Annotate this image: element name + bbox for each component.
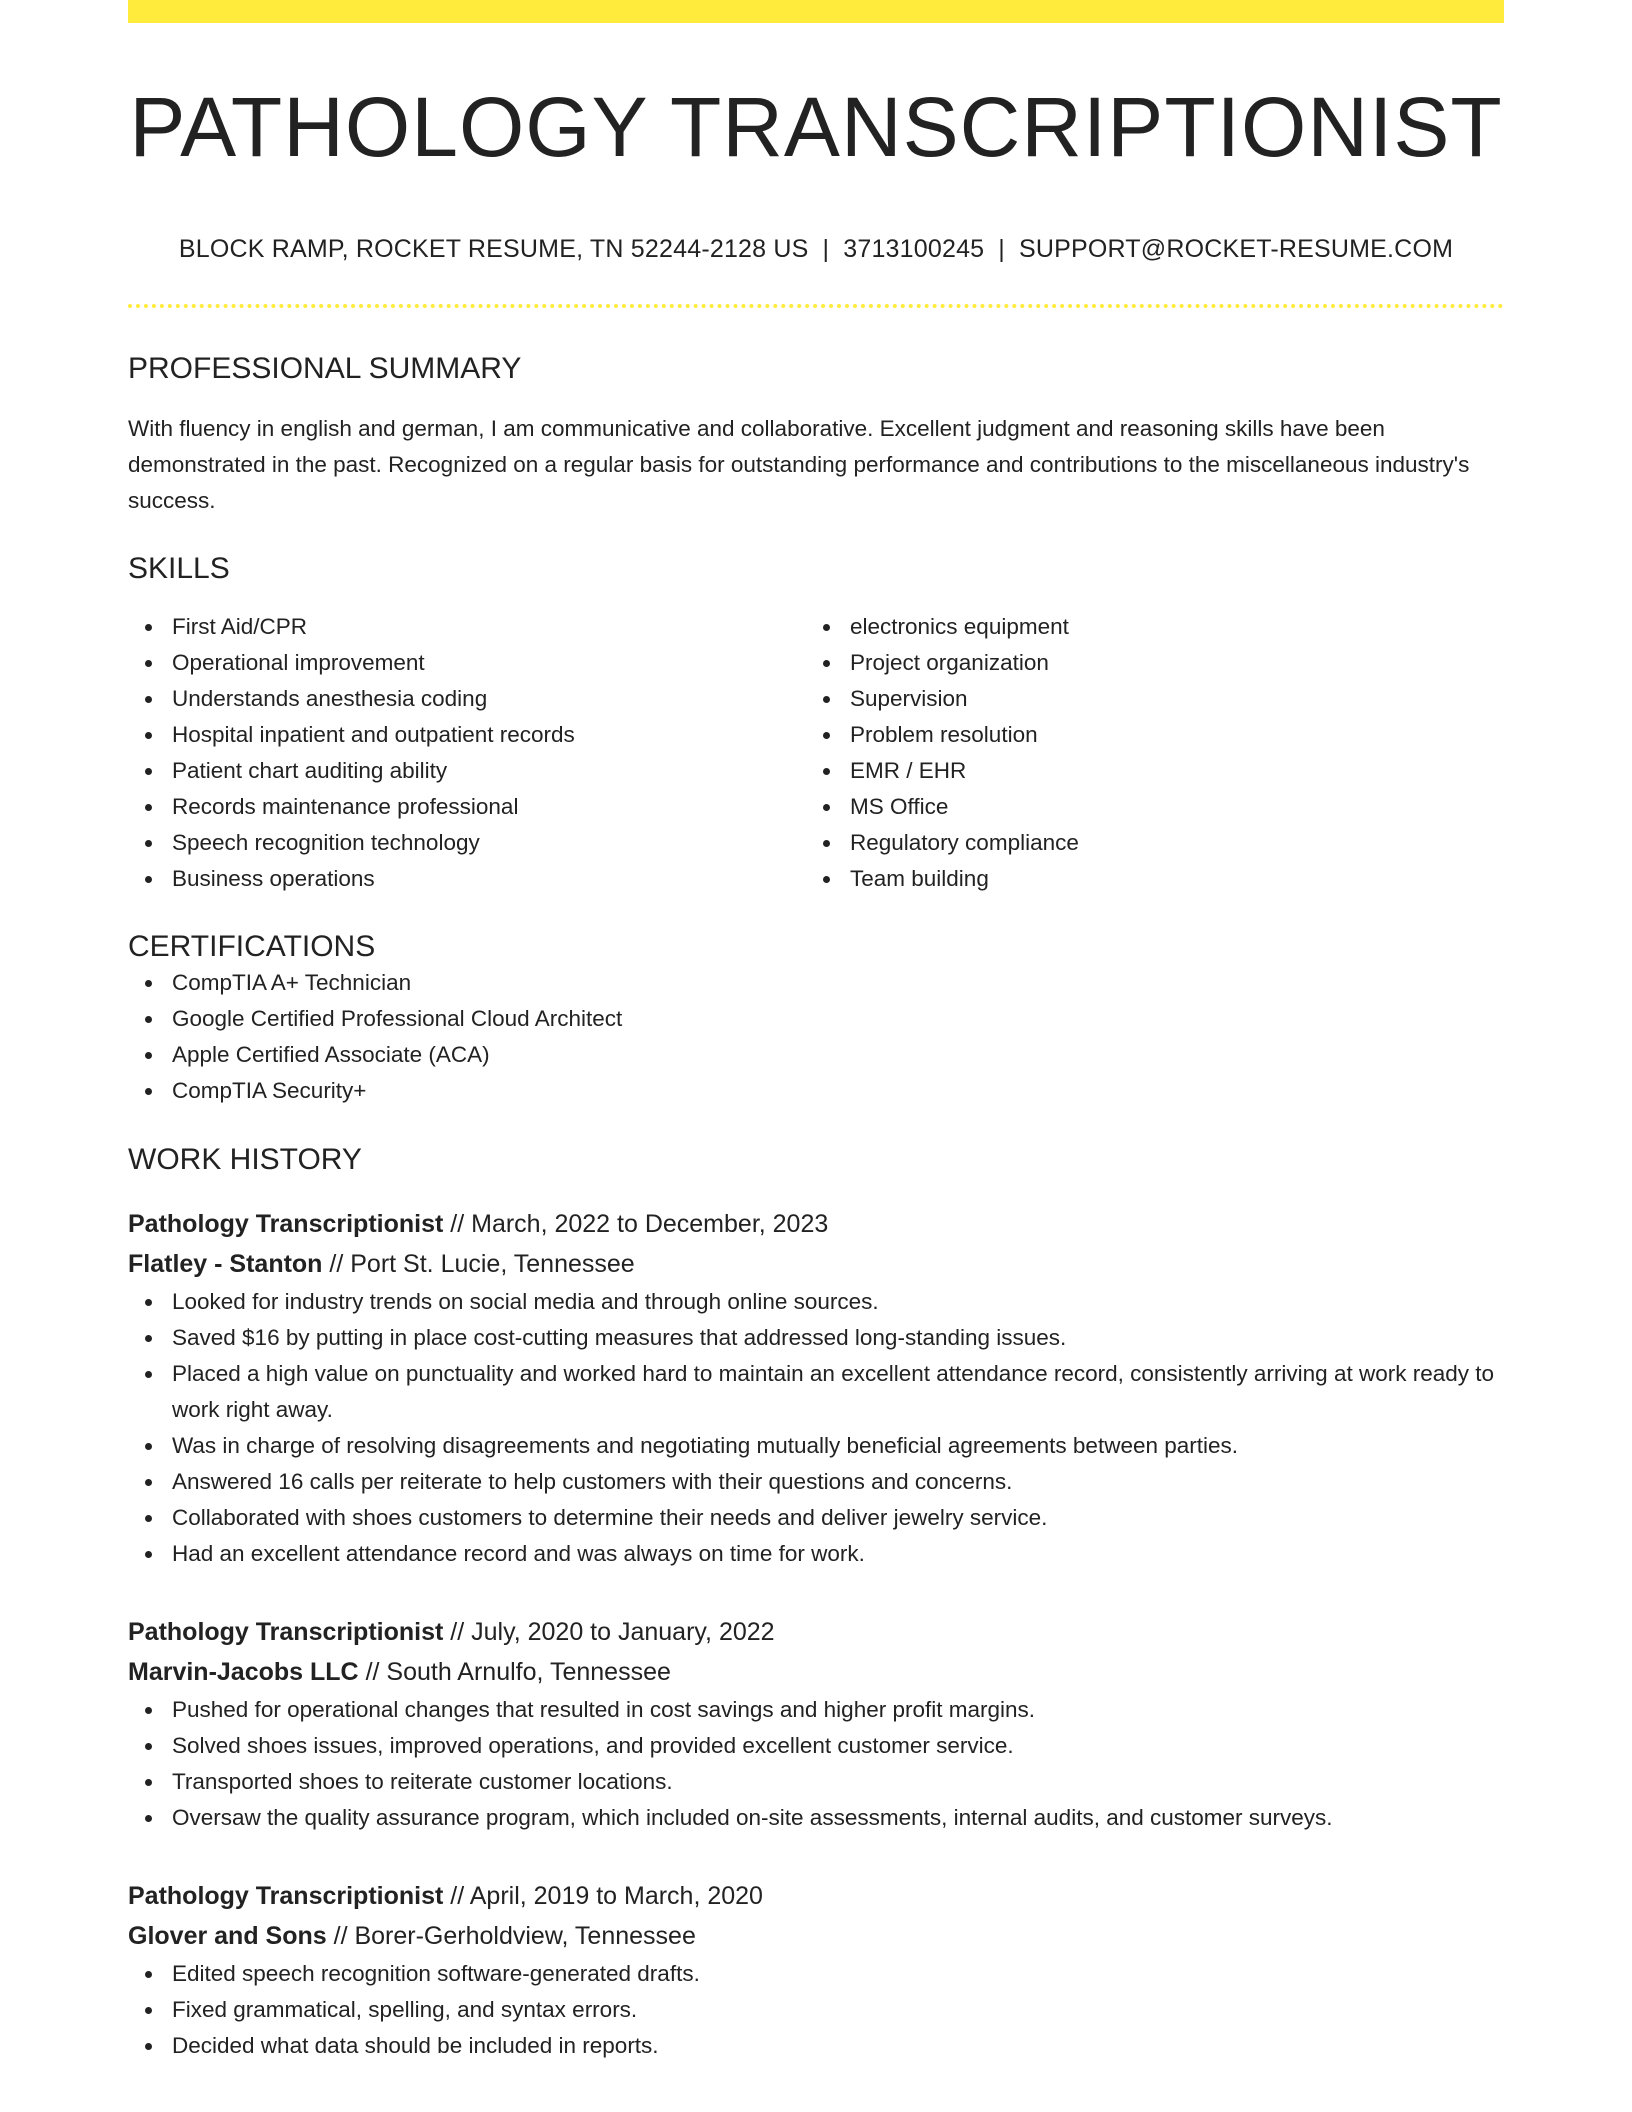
skill-item: Business operations bbox=[128, 861, 806, 897]
header-divider bbox=[128, 304, 1504, 308]
summary-text: With fluency in english and german, I am communicative and collaborative. Excellent judgment and reasoning skills have been demonstrated in the past. Recognized on a regular basis for outstanding performance and contributions to the miscellaneous industry's success. bbox=[128, 416, 1470, 513]
job-role: Pathology Transcriptionist bbox=[128, 1618, 444, 1646]
skills-heading: SKILLS bbox=[128, 552, 230, 585]
contact-address: BLOCK RAMP, ROCKET RESUME, TN 52244-2128 US bbox=[178, 235, 809, 263]
job-entry bbox=[128, 1612, 1504, 1836]
job-role: Pathology Transcriptionist bbox=[128, 1210, 444, 1238]
skill-item: Team building bbox=[806, 861, 1484, 897]
skill-item: Records maintenance professional bbox=[128, 789, 806, 825]
job-role-line bbox=[128, 1612, 1504, 1652]
contact-line bbox=[128, 235, 1504, 264]
skill-item: electronics equipment bbox=[806, 609, 1484, 645]
job-company: Marvin-Jacobs LLC bbox=[128, 1658, 359, 1686]
skill-item: Problem resolution bbox=[806, 717, 1484, 753]
contact-email: SUPPORT@ROCKET-RESUME.COM bbox=[1018, 235, 1454, 263]
job-company-line bbox=[128, 1916, 1504, 1956]
job-duty: Collaborated with shoes customers to determine their needs and deliver jewelry service. bbox=[128, 1500, 1504, 1536]
skill-item: Operational improvement bbox=[128, 645, 806, 681]
skill-item: Regulatory compliance bbox=[806, 825, 1484, 861]
job-duty: Oversaw the quality assurance program, which included on-site assessments, internal audits, and customer surveys. bbox=[128, 1800, 1504, 1836]
job-company: Glover and Sons bbox=[128, 1922, 327, 1950]
job-location: // Port St. Lucie, Tennessee bbox=[329, 1250, 635, 1278]
job-dates: // March, 2022 to December, 2023 bbox=[450, 1210, 829, 1238]
job-duty: Edited speech recognition software-generated drafts. bbox=[128, 1956, 1504, 1992]
certification-item: CompTIA Security+ bbox=[128, 1073, 1504, 1109]
summary-heading: PROFESSIONAL SUMMARY bbox=[128, 352, 522, 385]
job-location: // South Arnulfo, Tennessee bbox=[365, 1658, 671, 1686]
job-role-line bbox=[128, 1876, 1504, 1916]
contact-separator: | bbox=[998, 235, 1005, 263]
job-duty: Was in charge of resolving disagreements and negotiating mutually beneficial agreements between parties. bbox=[128, 1428, 1504, 1464]
skill-item: EMR / EHR bbox=[806, 753, 1484, 789]
skills-left-column bbox=[128, 609, 806, 897]
job-company-line bbox=[128, 1244, 1504, 1284]
job-duty: Had an excellent attendance record and was always on time for work. bbox=[128, 1536, 1504, 1572]
job-duty: Solved shoes issues, improved operations, and provided excellent customer service. bbox=[128, 1728, 1504, 1764]
job-duty: Placed a high value on punctuality and worked hard to maintain an excellent attendance record, consistently arriving at work ready to work right away. bbox=[128, 1356, 1504, 1428]
job-dates: // April, 2019 to March, 2020 bbox=[450, 1882, 763, 1910]
job-duty: Looked for industry trends on social media and through online sources. bbox=[128, 1284, 1504, 1320]
job-role-line bbox=[128, 1204, 1504, 1244]
job-duty: Pushed for operational changes that resulted in cost savings and higher profit margins. bbox=[128, 1692, 1504, 1728]
skill-item: Speech recognition technology bbox=[128, 825, 806, 861]
candidate-name: PATHOLOGY TRANSCRIPTIONIST bbox=[129, 80, 1503, 174]
certifications-heading: CERTIFICATIONS bbox=[128, 930, 376, 963]
top-accent-bar bbox=[128, 0, 1504, 23]
skills-grid bbox=[128, 609, 1504, 897]
skill-item: Hospital inpatient and outpatient records bbox=[128, 717, 806, 753]
resume-page bbox=[128, 0, 1504, 2064]
job-dates: // July, 2020 to January, 2022 bbox=[450, 1618, 775, 1646]
skills-right-column bbox=[806, 609, 1484, 897]
job-duties-list bbox=[128, 1692, 1504, 1836]
certification-item: Google Certified Professional Cloud Architect bbox=[128, 1001, 1504, 1037]
certifications-list bbox=[128, 965, 1504, 1109]
contact-separator: | bbox=[822, 235, 830, 263]
work-history-heading: WORK HISTORY bbox=[128, 1143, 362, 1176]
job-duty: Answered 16 calls per reiterate to help customers with their questions and concerns. bbox=[128, 1464, 1504, 1500]
skill-item: Supervision bbox=[806, 681, 1484, 717]
job-company-line bbox=[128, 1652, 1504, 1692]
skill-item: Understands anesthesia coding bbox=[128, 681, 806, 717]
job-duties-list bbox=[128, 1284, 1504, 1572]
job-company: Flatley - Stanton bbox=[128, 1250, 323, 1278]
job-duty: Transported shoes to reiterate customer locations. bbox=[128, 1764, 1504, 1800]
job-duty: Fixed grammatical, spelling, and syntax errors. bbox=[128, 1992, 1504, 2028]
skill-item: First Aid/CPR bbox=[128, 609, 806, 645]
skill-item: Patient chart auditing ability bbox=[128, 753, 806, 789]
skill-item: MS Office bbox=[806, 789, 1484, 825]
certification-item: CompTIA A+ Technician bbox=[128, 965, 1504, 1001]
contact-phone: 3713100245 bbox=[843, 235, 985, 263]
skill-item: Project organization bbox=[806, 645, 1484, 681]
job-duty: Saved $16 by putting in place cost-cutting measures that addressed long-standing issues. bbox=[128, 1320, 1504, 1356]
job-duties-list bbox=[128, 1956, 1504, 2064]
job-location: // Borer-Gerholdview, Tennessee bbox=[333, 1922, 696, 1950]
job-entry bbox=[128, 1204, 1504, 1572]
certification-item: Apple Certified Associate (ACA) bbox=[128, 1037, 1504, 1073]
job-entry bbox=[128, 1876, 1504, 2064]
job-role: Pathology Transcriptionist bbox=[128, 1882, 444, 1910]
job-duty: Decided what data should be included in reports. bbox=[128, 2028, 1504, 2064]
